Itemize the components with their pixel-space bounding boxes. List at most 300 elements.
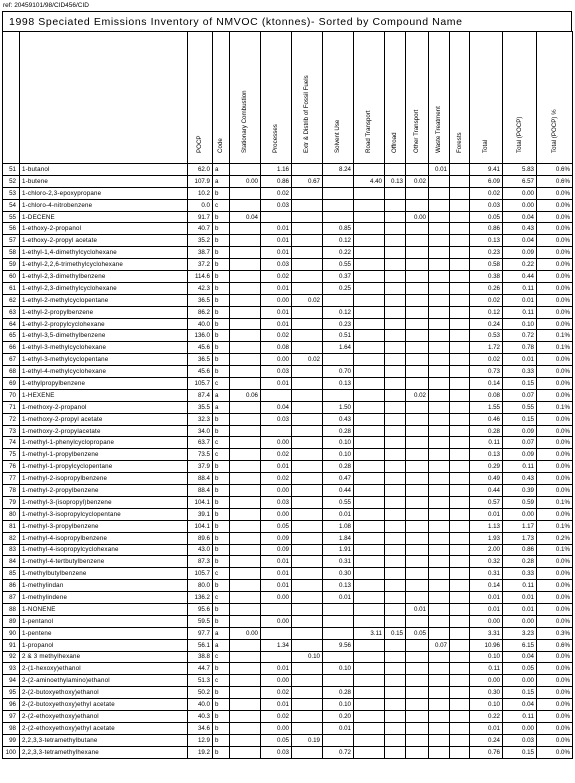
- forests-value: [450, 639, 470, 651]
- table-row: [3, 592, 573, 604]
- waste-treatment-value: [429, 544, 450, 556]
- stationary-combustion-value: 0.04: [230, 211, 261, 223]
- total-pocp-percent-value: 0.0%: [537, 366, 573, 378]
- solvent-use-value: 0.28: [323, 687, 354, 699]
- pocp-value: 40.0: [188, 699, 213, 711]
- total-pocp-percent-value: 0.0%: [537, 247, 573, 259]
- code-value: b: [213, 294, 230, 306]
- total-pocp-value: 0.15: [503, 378, 537, 390]
- processes-value: [261, 603, 292, 615]
- offroad-value: [385, 532, 406, 544]
- solvent-use-value: [323, 187, 354, 199]
- pocp-value: 10.2: [188, 187, 213, 199]
- total-pocp-value: 5.83: [503, 164, 537, 176]
- column-header: [450, 32, 470, 164]
- forests-value: [450, 437, 470, 449]
- waste-treatment-value: [429, 627, 450, 639]
- row-index: 77: [3, 473, 20, 485]
- total-pocp-value: 0.10: [503, 318, 537, 330]
- other-transport-value: [406, 271, 429, 283]
- code-value: b: [213, 461, 230, 473]
- header-blank-index: [3, 32, 20, 164]
- forests-value: [450, 330, 470, 342]
- total-pocp-value: 0.03: [503, 734, 537, 746]
- total-value: 10.96: [470, 639, 503, 651]
- stationary-combustion-value: [230, 223, 261, 235]
- solvent-use-value: [323, 615, 354, 627]
- table-row: [3, 413, 573, 425]
- forests-value: [450, 544, 470, 556]
- waste-treatment-value: [429, 722, 450, 734]
- other-transport-value: [406, 615, 429, 627]
- road-transport-value: [354, 449, 385, 461]
- compound-name: 1-methoxy-2-propyl acetate: [20, 413, 188, 425]
- road-transport-value: [354, 675, 385, 687]
- extr-distrib-value: [292, 461, 323, 473]
- forests-value: [450, 401, 470, 413]
- waste-treatment-value: [429, 175, 450, 187]
- solvent-use-value: 0.10: [323, 699, 354, 711]
- table-row: [3, 294, 573, 306]
- total-pocp-value: 0.04: [503, 699, 537, 711]
- total-value: 0.28: [470, 425, 503, 437]
- solvent-use-value: 0.01: [323, 508, 354, 520]
- total-pocp-percent-value: 0.0%: [537, 473, 573, 485]
- other-transport-value: [406, 580, 429, 592]
- offroad-value: [385, 282, 406, 294]
- stationary-combustion-value: [230, 580, 261, 592]
- extr-distrib-value: [292, 592, 323, 604]
- waste-treatment-value: [429, 389, 450, 401]
- total-pocp-value: 0.22: [503, 259, 537, 271]
- offroad-value: [385, 639, 406, 651]
- table-row: [3, 259, 573, 271]
- emissions-table: [2, 31, 573, 759]
- extr-distrib-value: [292, 199, 323, 211]
- extr-distrib-value: [292, 473, 323, 485]
- total-pocp-value: 6.15: [503, 639, 537, 651]
- stationary-combustion-value: [230, 508, 261, 520]
- reference-line: ref: 20459101/98/CID456/CID: [3, 2, 89, 9]
- road-transport-value: [354, 378, 385, 390]
- processes-value: 0.05: [261, 734, 292, 746]
- total-value: 0.14: [470, 580, 503, 592]
- forests-value: [450, 603, 470, 615]
- processes-value: 0.09: [261, 544, 292, 556]
- table-row: [3, 437, 573, 449]
- row-index: 78: [3, 485, 20, 497]
- stationary-combustion-value: [230, 318, 261, 330]
- total-pocp-percent-value: 0.6%: [537, 175, 573, 187]
- pocp-value: 97.7: [188, 627, 213, 639]
- extr-distrib-value: [292, 437, 323, 449]
- pocp-value: 89.6: [188, 532, 213, 544]
- waste-treatment-value: [429, 699, 450, 711]
- stationary-combustion-value: [230, 437, 261, 449]
- road-transport-value: [354, 485, 385, 497]
- processes-value: 0.01: [261, 223, 292, 235]
- compound-name: 2-(2-aminoethylamino)ethanol: [20, 675, 188, 687]
- total-pocp-value: 0.00: [503, 615, 537, 627]
- total-pocp-percent-value: 0.0%: [537, 389, 573, 401]
- stationary-combustion-value: [230, 354, 261, 366]
- title-box: [2, 11, 572, 32]
- offroad-value: [385, 235, 406, 247]
- table-row: [3, 675, 573, 687]
- offroad-value: [385, 461, 406, 473]
- compound-name: 2-(1-hexoxy)ethanol: [20, 663, 188, 675]
- code-value: b: [213, 615, 230, 627]
- offroad-value: [385, 710, 406, 722]
- pocp-value: 88.4: [188, 473, 213, 485]
- solvent-use-value: 0.12: [323, 235, 354, 247]
- column-header: [406, 32, 429, 164]
- row-index: 93: [3, 663, 20, 675]
- stationary-combustion-value: [230, 259, 261, 271]
- waste-treatment-value: [429, 282, 450, 294]
- table-row: [3, 211, 573, 223]
- forests-value: [450, 211, 470, 223]
- solvent-use-value: 0.01: [323, 722, 354, 734]
- row-index: 56: [3, 223, 20, 235]
- compound-name: 1-pentanol: [20, 615, 188, 627]
- code-value: b: [213, 699, 230, 711]
- total-pocp-value: 0.15: [503, 746, 537, 758]
- pocp-value: 91.7: [188, 211, 213, 223]
- waste-treatment-value: [429, 580, 450, 592]
- header-blank-name: [20, 32, 188, 164]
- pocp-value: 104.1: [188, 520, 213, 532]
- offroad-value: [385, 413, 406, 425]
- other-transport-value: [406, 199, 429, 211]
- code-value: a: [213, 175, 230, 187]
- row-index: 58: [3, 247, 20, 259]
- offroad-value: [385, 675, 406, 687]
- compound-name: 1-methyl-4-isopropylbenzene: [20, 532, 188, 544]
- code-value: b: [213, 496, 230, 508]
- forests-value: [450, 413, 470, 425]
- total-pocp-percent-value: 0.1%: [537, 330, 573, 342]
- total-pocp-percent-value: 0.0%: [537, 663, 573, 675]
- waste-treatment-value: [429, 615, 450, 627]
- other-transport-value: [406, 556, 429, 568]
- other-transport-value: [406, 722, 429, 734]
- compound-name: 1-ethyl-4-methylcyclohexane: [20, 366, 188, 378]
- other-transport-value: [406, 520, 429, 532]
- road-transport-value: [354, 199, 385, 211]
- row-index: 55: [3, 211, 20, 223]
- processes-value: 0.01: [261, 282, 292, 294]
- offroad-value: [385, 354, 406, 366]
- solvent-use-value: 1.64: [323, 342, 354, 354]
- total-pocp-value: 0.15: [503, 687, 537, 699]
- row-index: 82: [3, 532, 20, 544]
- stationary-combustion-value: [230, 199, 261, 211]
- column-header: [213, 32, 230, 164]
- offroad-value: [385, 699, 406, 711]
- column-header-label: Processes: [272, 124, 279, 153]
- pocp-value: 73.5: [188, 449, 213, 461]
- forests-value: [450, 449, 470, 461]
- row-index: 92: [3, 651, 20, 663]
- code-value: b: [213, 223, 230, 235]
- compound-name: 1-ethyl-2,2,6-trimethylcyclohexane: [20, 259, 188, 271]
- offroad-value: [385, 318, 406, 330]
- total-pocp-percent-value: 0.0%: [537, 508, 573, 520]
- processes-value: 0.04: [261, 401, 292, 413]
- road-transport-value: [354, 651, 385, 663]
- table-row: [3, 342, 573, 354]
- total-value: 0.53: [470, 330, 503, 342]
- total-pocp-percent-value: 0.0%: [537, 568, 573, 580]
- waste-treatment-value: [429, 401, 450, 413]
- row-index: 97: [3, 710, 20, 722]
- total-pocp-value: 0.09: [503, 247, 537, 259]
- extr-distrib-value: [292, 449, 323, 461]
- table-row: [3, 366, 573, 378]
- row-index: 86: [3, 580, 20, 592]
- pocp-value: 35.5: [188, 401, 213, 413]
- solvent-use-value: 1.84: [323, 532, 354, 544]
- other-transport-value: [406, 710, 429, 722]
- forests-value: [450, 318, 470, 330]
- row-index: 72: [3, 413, 20, 425]
- waste-treatment-value: [429, 663, 450, 675]
- solvent-use-value: 0.70: [323, 366, 354, 378]
- total-value: 0.12: [470, 306, 503, 318]
- stationary-combustion-value: [230, 294, 261, 306]
- total-value: 0.01: [470, 722, 503, 734]
- solvent-use-value: 0.47: [323, 473, 354, 485]
- total-value: 0.10: [470, 699, 503, 711]
- code-value: b: [213, 556, 230, 568]
- total-value: 1.93: [470, 532, 503, 544]
- offroad-value: [385, 473, 406, 485]
- processes-value: 0.86: [261, 175, 292, 187]
- code-value: a: [213, 164, 230, 176]
- row-index: 54: [3, 199, 20, 211]
- processes-value: 0.03: [261, 496, 292, 508]
- row-index: 73: [3, 425, 20, 437]
- code-value: c: [213, 651, 230, 663]
- pocp-value: 40.0: [188, 318, 213, 330]
- stationary-combustion-value: [230, 699, 261, 711]
- compound-name: 1-methyl-3-(isopropyl)benzene: [20, 496, 188, 508]
- processes-value: 0.00: [261, 722, 292, 734]
- column-header: [354, 32, 385, 164]
- compound-name: 2-(2-ethoxyethoxy)ethanol: [20, 710, 188, 722]
- total-pocp-value: 0.33: [503, 568, 537, 580]
- extr-distrib-value: [292, 568, 323, 580]
- waste-treatment-value: [429, 306, 450, 318]
- waste-treatment-value: [429, 378, 450, 390]
- other-transport-value: [406, 401, 429, 413]
- stationary-combustion-value: 0.06: [230, 389, 261, 401]
- processes-value: 0.00: [261, 615, 292, 627]
- forests-value: [450, 520, 470, 532]
- waste-treatment-value: [429, 318, 450, 330]
- code-value: b: [213, 354, 230, 366]
- total-pocp-value: 0.72: [503, 330, 537, 342]
- waste-treatment-value: [429, 437, 450, 449]
- table-row: [3, 306, 573, 318]
- total-pocp-percent-value: 0.0%: [537, 413, 573, 425]
- offroad-value: [385, 651, 406, 663]
- total-value: 0.13: [470, 449, 503, 461]
- compound-name: 1-methylindan: [20, 580, 188, 592]
- solvent-use-value: 0.25: [323, 282, 354, 294]
- other-transport-value: [406, 508, 429, 520]
- column-header-label: Code: [217, 138, 224, 153]
- extr-distrib-value: [292, 401, 323, 413]
- code-value: b: [213, 413, 230, 425]
- processes-value: 0.03: [261, 413, 292, 425]
- total-value: 0.38: [470, 271, 503, 283]
- processes-value: 0.09: [261, 532, 292, 544]
- waste-treatment-value: 0.07: [429, 639, 450, 651]
- total-pocp-percent-value: 0.0%: [537, 556, 573, 568]
- total-pocp-percent-value: 0.0%: [537, 461, 573, 473]
- total-pocp-value: 0.09: [503, 425, 537, 437]
- other-transport-value: [406, 639, 429, 651]
- table-row: [3, 496, 573, 508]
- extr-distrib-value: [292, 746, 323, 758]
- total-pocp-percent-value: 0.0%: [537, 699, 573, 711]
- road-transport-value: [354, 271, 385, 283]
- compound-name: 1-methylindene: [20, 592, 188, 604]
- total-pocp-percent-value: 0.1%: [537, 544, 573, 556]
- offroad-value: [385, 378, 406, 390]
- code-value: b: [213, 187, 230, 199]
- code-value: b: [213, 722, 230, 734]
- solvent-use-value: 1.08: [323, 520, 354, 532]
- compound-name: 1-butanol: [20, 164, 188, 176]
- table-row: [3, 734, 573, 746]
- total-pocp-value: 0.59: [503, 496, 537, 508]
- total-value: 0.01: [470, 592, 503, 604]
- code-value: b: [213, 520, 230, 532]
- row-index: 60: [3, 271, 20, 283]
- solvent-use-value: 0.13: [323, 378, 354, 390]
- forests-value: [450, 722, 470, 734]
- total-value: 0.24: [470, 734, 503, 746]
- total-value: 0.26: [470, 282, 503, 294]
- other-transport-value: [406, 532, 429, 544]
- road-transport-value: [354, 306, 385, 318]
- solvent-use-value: 0.10: [323, 663, 354, 675]
- waste-treatment-value: [429, 603, 450, 615]
- row-index: 71: [3, 401, 20, 413]
- road-transport-value: [354, 592, 385, 604]
- total-value: 0.86: [470, 223, 503, 235]
- road-transport-value: [354, 556, 385, 568]
- solvent-use-value: 0.23: [323, 318, 354, 330]
- other-transport-value: [406, 496, 429, 508]
- solvent-use-value: [323, 651, 354, 663]
- pocp-value: 45.6: [188, 342, 213, 354]
- total-pocp-percent-value: 0.0%: [537, 425, 573, 437]
- pocp-value: 38.8: [188, 651, 213, 663]
- total-pocp-percent-value: 0.0%: [537, 615, 573, 627]
- road-transport-value: [354, 544, 385, 556]
- offroad-value: [385, 437, 406, 449]
- table-row: [3, 271, 573, 283]
- row-index: 81: [3, 520, 20, 532]
- pocp-value: 40.3: [188, 710, 213, 722]
- total-pocp-percent-value: 0.6%: [537, 639, 573, 651]
- solvent-use-value: [323, 603, 354, 615]
- stationary-combustion-value: [230, 568, 261, 580]
- stationary-combustion-value: [230, 401, 261, 413]
- waste-treatment-value: [429, 675, 450, 687]
- row-index: 69: [3, 378, 20, 390]
- total-value: 0.73: [470, 366, 503, 378]
- column-header-label: Forests: [455, 132, 463, 153]
- row-index: 80: [3, 508, 20, 520]
- forests-value: [450, 687, 470, 699]
- extr-distrib-value: 0.02: [292, 354, 323, 366]
- offroad-value: 0.13: [385, 175, 406, 187]
- processes-value: 0.01: [261, 378, 292, 390]
- stationary-combustion-value: [230, 485, 261, 497]
- stationary-combustion-value: [230, 425, 261, 437]
- compound-name: 1-butene: [20, 175, 188, 187]
- road-transport-value: [354, 710, 385, 722]
- code-value: b: [213, 259, 230, 271]
- pocp-value: 107.9: [188, 175, 213, 187]
- forests-value: [450, 556, 470, 568]
- code-value: b: [213, 485, 230, 497]
- processes-value: [261, 425, 292, 437]
- processes-value: 0.01: [261, 461, 292, 473]
- solvent-use-value: 0.72: [323, 746, 354, 758]
- road-transport-value: [354, 663, 385, 675]
- code-value: b: [213, 425, 230, 437]
- processes-value: 0.00: [261, 508, 292, 520]
- total-pocp-value: 1.73: [503, 532, 537, 544]
- compound-name: 1-HEXENE: [20, 389, 188, 401]
- pocp-value: 88.4: [188, 485, 213, 497]
- code-value: b: [213, 342, 230, 354]
- row-index: 95: [3, 687, 20, 699]
- pocp-value: 87.3: [188, 556, 213, 568]
- road-transport-value: [354, 520, 385, 532]
- offroad-value: [385, 746, 406, 758]
- total-pocp-percent-value: 0.0%: [537, 687, 573, 699]
- solvent-use-value: 0.30: [323, 568, 354, 580]
- solvent-use-value: 0.22: [323, 247, 354, 259]
- total-pocp-percent-value: 0.0%: [537, 187, 573, 199]
- code-value: b: [213, 710, 230, 722]
- column-header: [429, 32, 450, 164]
- stationary-combustion-value: [230, 378, 261, 390]
- compound-name: 1-chloro-4-nitrobenzene: [20, 199, 188, 211]
- code-value: b: [213, 306, 230, 318]
- solvent-use-value: 0.31: [323, 556, 354, 568]
- table-row: [3, 544, 573, 556]
- row-index: 84: [3, 556, 20, 568]
- extr-distrib-value: [292, 687, 323, 699]
- code-value: a: [213, 627, 230, 639]
- table-row: [3, 746, 573, 758]
- table-row: [3, 580, 573, 592]
- forests-value: [450, 282, 470, 294]
- table-row: [3, 187, 573, 199]
- total-pocp-value: 3.23: [503, 627, 537, 639]
- extr-distrib-value: [292, 282, 323, 294]
- offroad-value: [385, 496, 406, 508]
- extr-distrib-value: [292, 211, 323, 223]
